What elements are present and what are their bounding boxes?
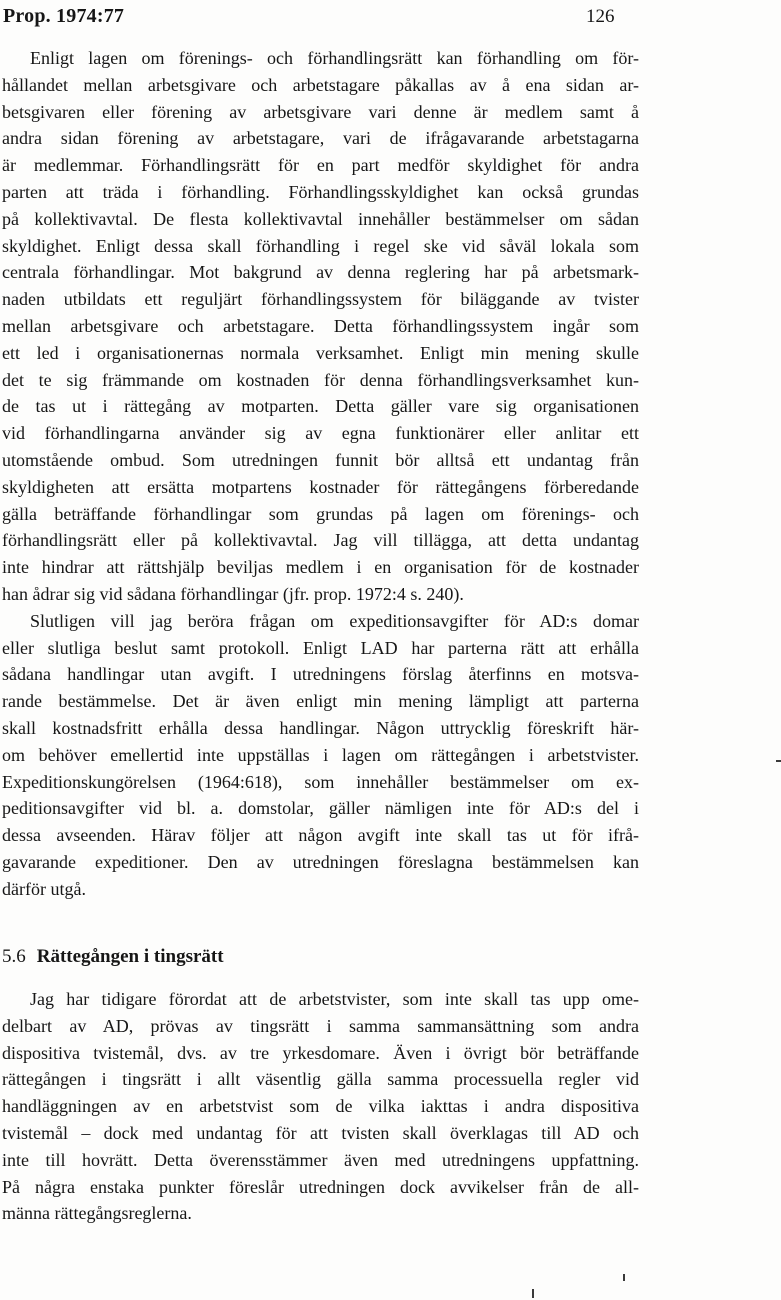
text-line: handläggningen av en arbetstvist som de vilka iakttas i andra dispositiva bbox=[2, 1096, 639, 1117]
text-line: det te sig främmande om kostnaden för denna förhandlingsverksamhet kun- bbox=[2, 369, 639, 390]
section-number: 5.6 bbox=[2, 946, 26, 967]
text-line: peditionsavgifter vid bl. a. domstolar, gäller nämligen inte för AD:s del i bbox=[2, 798, 639, 819]
scan-artifact bbox=[532, 1289, 534, 1298]
text-line: På några enstaka punkter föreslår utredningen dock avvikelser från de all- bbox=[2, 1176, 639, 1197]
text-line: skyldighet. Enligt dessa skall förhandling i regel ske vid såväl lokala som bbox=[2, 235, 639, 256]
text-line: de tas ut i rättegång av motparten. Detta gäller vare sig organisationen bbox=[2, 396, 639, 417]
text-line: på kollektivavtal. De flesta kollektivavtal innehåller bestämmelser om sådan bbox=[2, 208, 639, 229]
text-line: han ådrar sig vid sådana förhandlingar (jfr. prop. 1972:4 s. 240). bbox=[2, 583, 464, 604]
text-line: Enligt lagen om förenings- och förhandlingsrätt kan förhandling om för- bbox=[30, 48, 639, 68]
body-text-after-heading bbox=[2, 986, 639, 1227]
text-line: ett led i organisationernas normala verksamhet. Enligt min mening skulle bbox=[2, 342, 639, 363]
text-line: eller slutliga beslut samt protokoll. Enligt LAD har parterna rätt att erhålla bbox=[2, 637, 639, 658]
scan-artifact bbox=[776, 760, 781, 762]
text-line: inte hindrar att rättshjälp beviljas medlem i en organisation för de kostnader bbox=[2, 557, 639, 578]
text-line: betsgivaren eller förening av arbetsgivare vari denne är medlem samt å bbox=[2, 101, 639, 122]
text-line: delbart av AD, prövas av tingsrätt i samma sammansättning som andra bbox=[2, 1015, 639, 1036]
page-number: 126 bbox=[586, 6, 615, 27]
section-heading bbox=[2, 946, 224, 968]
text-line: skall kostnadsfritt erhålla dessa handlingar. Någon uttrycklig föreskrift här- bbox=[2, 717, 639, 738]
text-line: förhandlingsrätt eller på kollektivavtal. Jag vill tillägga, att detta undantag bbox=[2, 530, 639, 551]
text-line: mellan arbetsgivare och arbetstagare. Detta förhandlingssystem ingår som bbox=[2, 315, 639, 336]
text-line: Slutligen vill jag beröra frågan om expeditionsavgifter för AD:s domar bbox=[30, 610, 639, 631]
text-line: utomstående ombud. Som utredningen funnit bör alltså ett undantag från bbox=[2, 449, 639, 470]
text-line: parten att träda i förhandling. Förhandlingsskyldighet kan också grundas bbox=[2, 181, 639, 202]
text-line: rande bestämmelse. Det är även enligt min mening lämpligt att parterna bbox=[2, 691, 639, 712]
text-line: naden utbildats ett reguljärt förhandlingssystem för biläggande av tvister bbox=[2, 289, 639, 310]
text-line: vid förhandlingarna använder sig av egna funktionärer eller anlitar ett bbox=[2, 423, 639, 444]
text-line: dessa avseenden. Härav följer att någon avgift inte skall tas ut för ifrå- bbox=[2, 825, 639, 846]
text-line: skyldigheten att ersätta motpartens kostnader för rättegångens förberedande bbox=[2, 476, 639, 497]
text-line: därför utgå. bbox=[2, 878, 86, 899]
text-line: sådana handlingar utan avgift. I utredningens förslag återfinns en motsva- bbox=[2, 664, 639, 685]
text-line: hållandet mellan arbetsgivare och arbetstagare påkallas av å ena sidan ar- bbox=[2, 74, 639, 95]
text-line: om behöver emellertid inte uppställas i lagen om rättegången i arbetstvister. bbox=[2, 744, 639, 765]
text-line: andra sidan förening av arbetstagare, vari de ifrågavarande arbetstagarna bbox=[2, 128, 639, 149]
text-line: männa rättegångsreglerna. bbox=[2, 1203, 192, 1224]
text-line: gavarande expeditioner. Den av utredningen föreslagna bestämmelsen kan bbox=[2, 851, 639, 872]
text-line: tvistemål – dock med undantag för att tvisten skall överklagas till AD och bbox=[2, 1122, 639, 1143]
section-title: Rättegången i tingsrätt bbox=[36, 946, 224, 967]
text-line: rättegången i tingsrätt i allt väsentlig gälla samma processuella regler vid bbox=[2, 1069, 639, 1090]
text-line: dispositiva tvistemål, dvs. av tre yrkesdomare. Även i övrigt bör beträffande bbox=[2, 1042, 639, 1063]
scan-artifact bbox=[623, 1274, 625, 1281]
text-line: Expeditionskungörelsen (1964:618), som innehåller bestämmelser om ex- bbox=[2, 771, 639, 792]
text-line: gälla beträffande förhandlingar som grundas på lagen om förenings- och bbox=[2, 503, 639, 524]
page-header bbox=[3, 5, 640, 33]
text-line: centrala förhandlingar. Mot bakgrund av denna reglering har på arbetsmark- bbox=[2, 262, 639, 283]
body-text-before-heading bbox=[2, 45, 639, 903]
text-line: inte till hovrätt. Detta överensstämmer även med utredningens uppfattning. bbox=[2, 1149, 639, 1170]
text-line: är medlemmar. Förhandlingsrätt för en part medför skyldighet för andra bbox=[2, 155, 639, 176]
document-title: Prop. 1974:77 bbox=[3, 5, 125, 27]
text-line: Jag har tidigare förordat att de arbetstvister, som inte skall tas upp ome- bbox=[30, 989, 639, 1009]
